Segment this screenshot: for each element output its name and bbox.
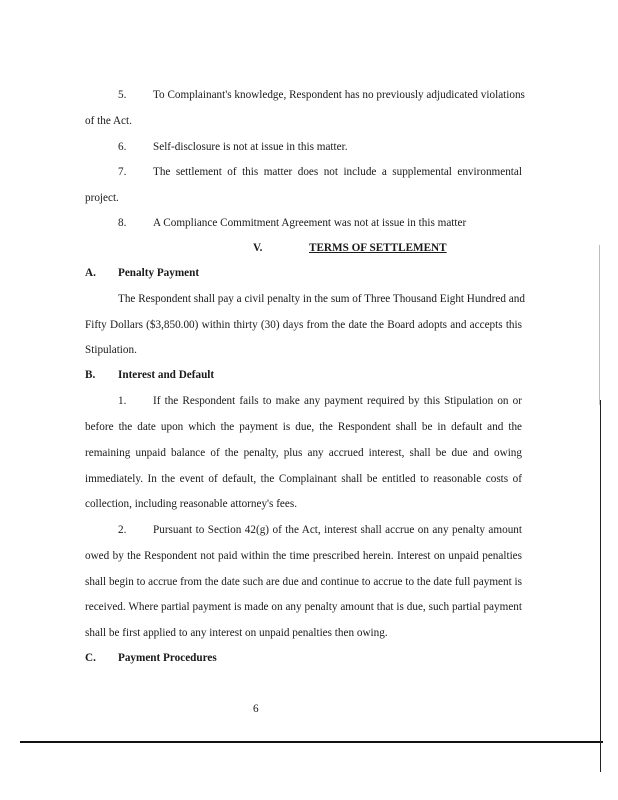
paragraph-line: remaining unpaid balance of the penalty, plus any accrued interest, shall be due and owing xyxy=(85,447,522,459)
page-right-edge-faint xyxy=(599,245,600,405)
subsection-title: Penalty Payment xyxy=(118,267,200,279)
item-number: 5. xyxy=(118,89,127,101)
paragraph-line: A Compliance Commitment Agreement was not at issue in this matter xyxy=(153,217,467,229)
page-bottom-rule-extension xyxy=(511,741,603,743)
paragraph-line: received. Where partial payment is made on any penalty amount that is due, such partial payment xyxy=(85,601,522,613)
paragraph-line: If the Respondent fails to make any payment required by this Stipulation on or xyxy=(153,395,522,407)
paragraph-line: To Complainant's knowledge, Respondent has no previously adjudicated violations xyxy=(153,89,525,101)
page-right-edge xyxy=(600,400,601,772)
subsection-letter: A. xyxy=(85,267,96,279)
item-number: 2. xyxy=(118,524,127,536)
paragraph-line: project. xyxy=(85,192,119,204)
subsection-letter: C. xyxy=(85,652,96,664)
item-number: 8. xyxy=(118,217,127,229)
paragraph-line: before the date upon which the payment is due, the Respondent shall be in default and the xyxy=(85,421,522,433)
item-number: 6. xyxy=(118,141,127,153)
paragraph-line: shall begin to accrue from the date such are due and continue to accrue to the date full payment is xyxy=(85,576,522,588)
subsection-letter: B. xyxy=(85,369,96,381)
page-number: 6 xyxy=(253,703,259,715)
item-number: 1. xyxy=(118,395,127,407)
paragraph-line: Self-disclosure is not at issue in this matter. xyxy=(153,141,348,153)
page-bottom-rule xyxy=(20,741,511,743)
item-number: 7. xyxy=(118,166,127,178)
paragraph-line: shall be first applied to any interest on unpaid penalties then owing. xyxy=(85,627,388,639)
paragraph-line: The settlement of this matter does not include a supplemental environmental xyxy=(153,166,522,178)
section-title: TERMS OF SETTLEMENT xyxy=(309,242,447,254)
section-number: V. xyxy=(253,242,263,254)
paragraph-line: of the Act. xyxy=(85,115,132,127)
paragraph-line: collection, including reasonable attorney's fees. xyxy=(85,498,298,510)
paragraph-line: Fifty Dollars ($3,850.00) within thirty (30) days from the date the Board adopts and accepts this xyxy=(85,319,522,331)
paragraph-line: Stipulation. xyxy=(85,344,137,356)
paragraph-line: Pursuant to Section 42(g) of the Act, interest shall accrue on any penalty amount xyxy=(153,524,522,536)
paragraph-line: The Respondent shall pay a civil penalty in the sum of Three Thousand Eight Hundred and xyxy=(118,293,525,305)
paragraph-line: immediately. In the event of default, the Complainant shall be entitled to reasonable costs of xyxy=(85,473,522,485)
paragraph-line: owed by the Respondent not paid within the time prescribed herein. Interest on unpaid penalties xyxy=(85,550,522,562)
subsection-title: Interest and Default xyxy=(118,369,215,381)
subsection-title: Payment Procedures xyxy=(118,652,217,664)
